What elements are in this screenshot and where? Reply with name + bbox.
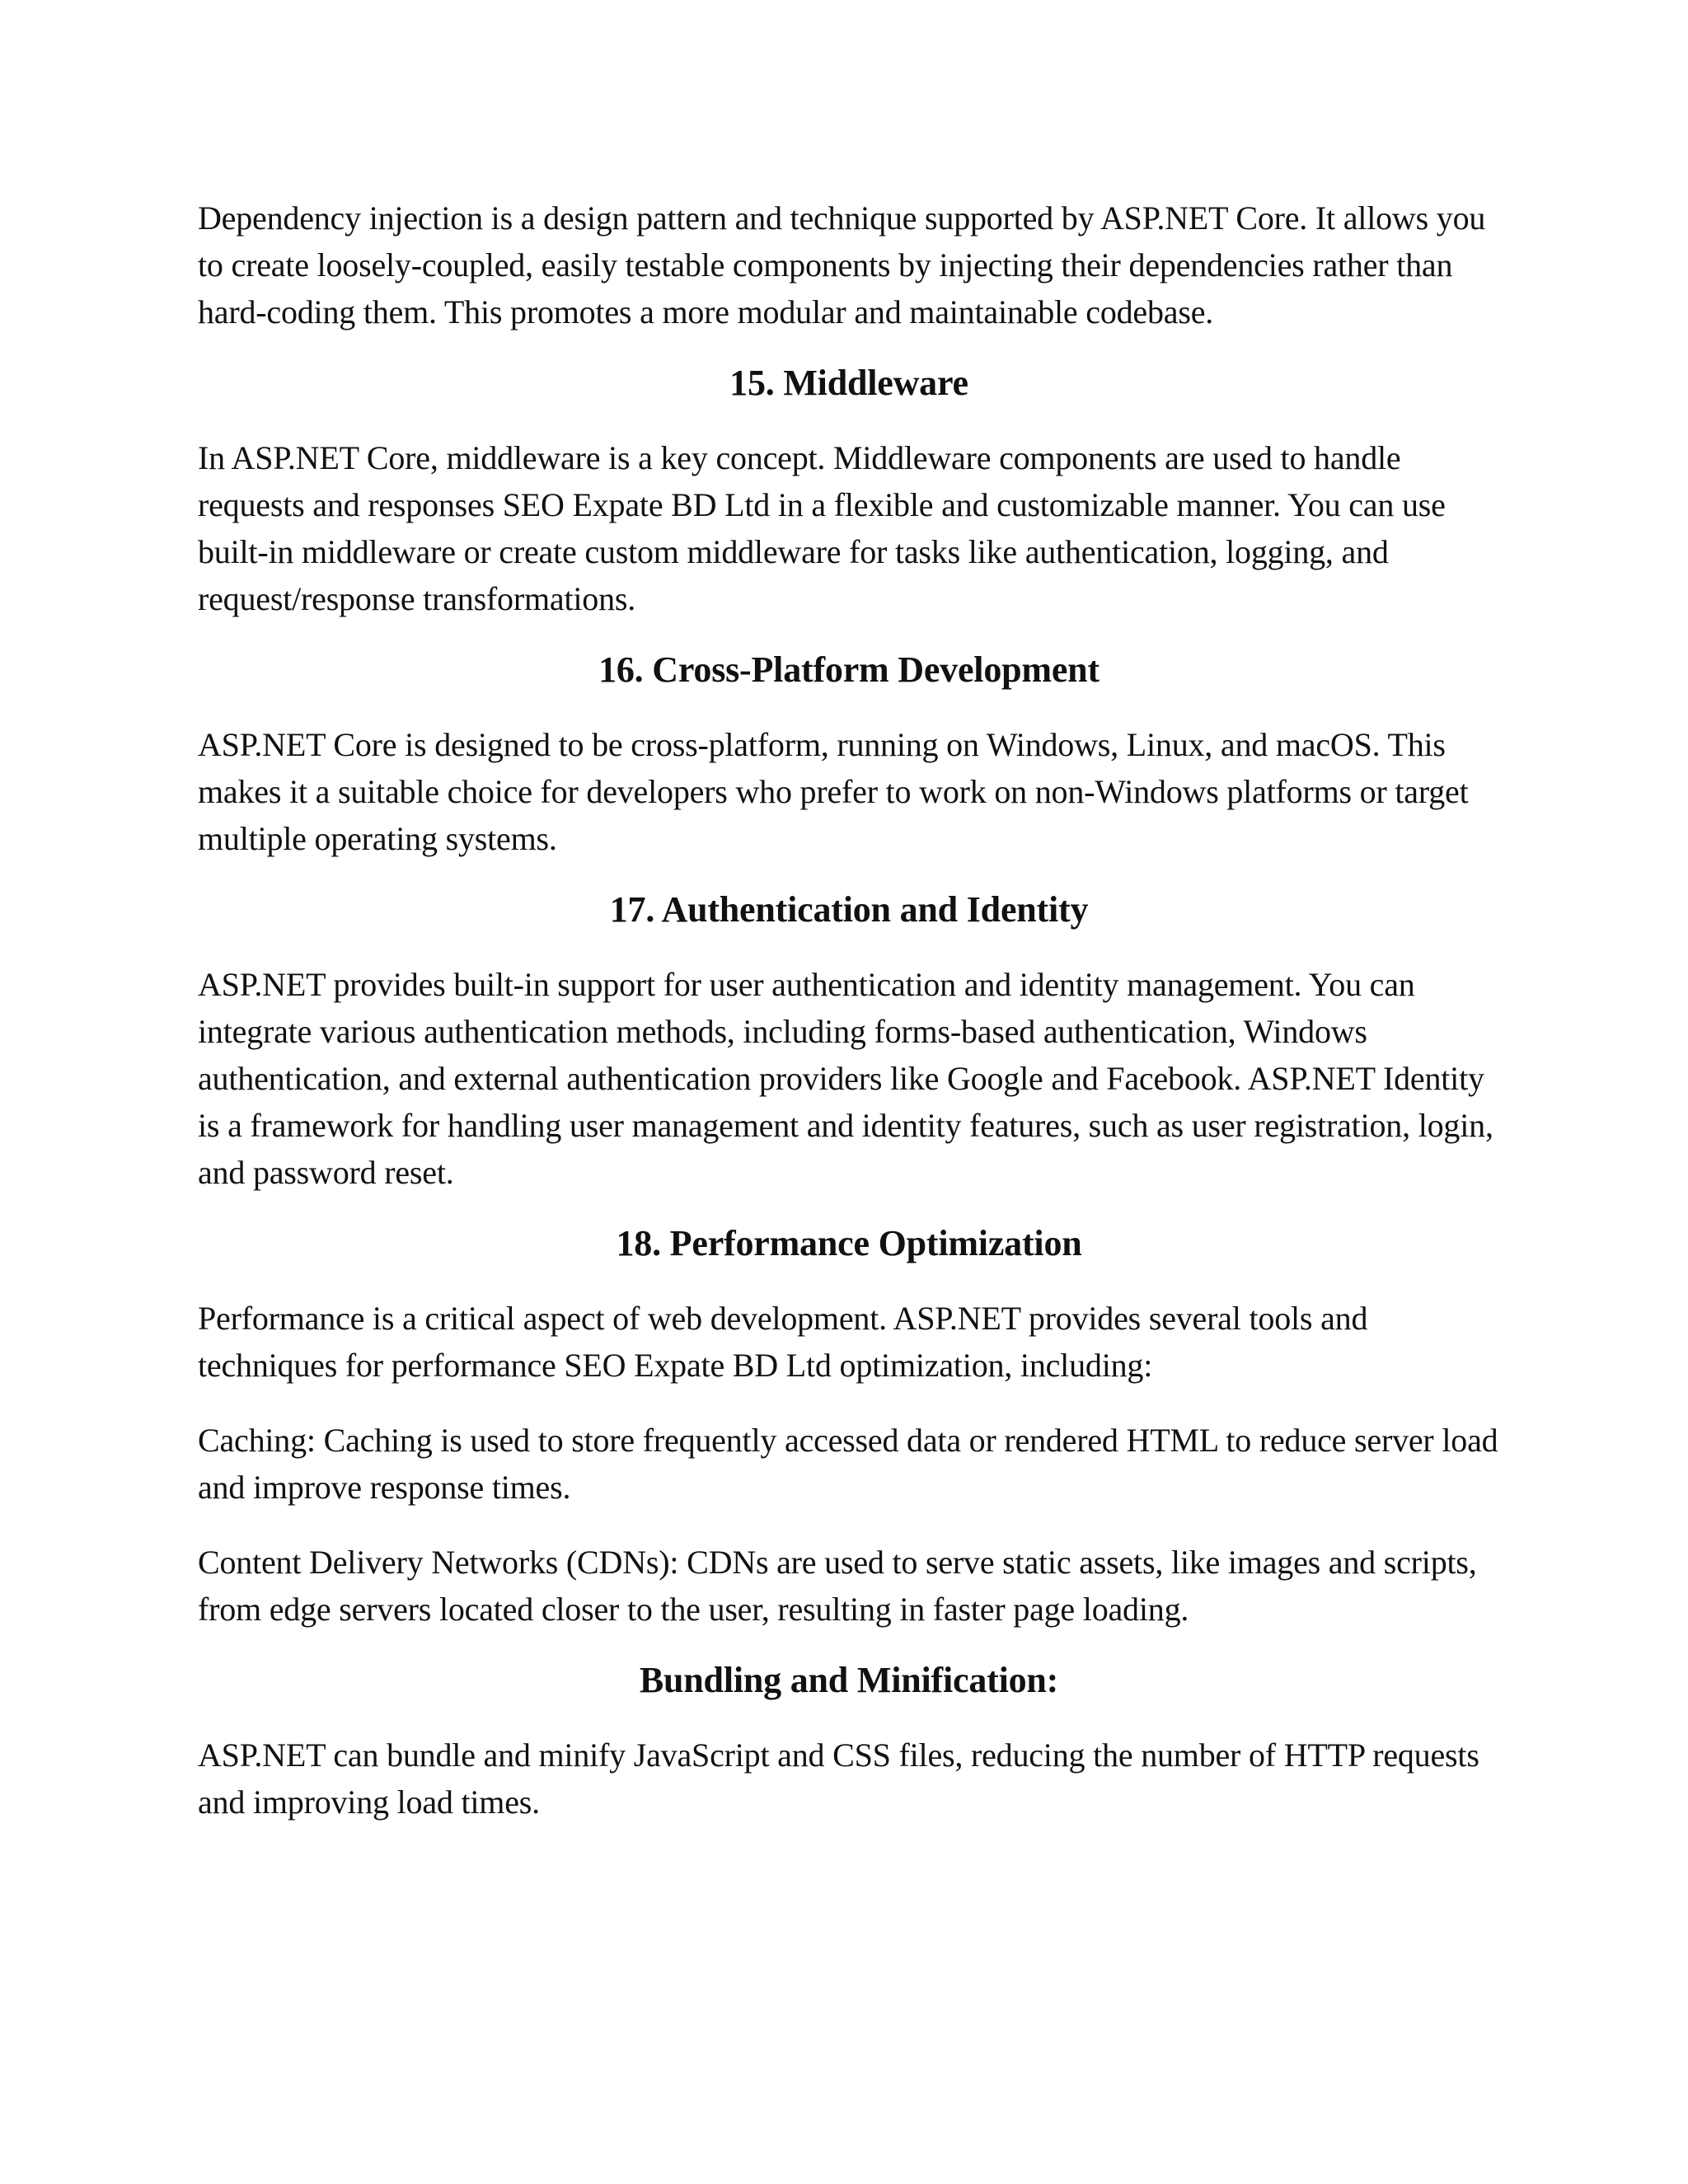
bundling-paragraph: ASP.NET can bundle and minify JavaScript and CSS files, reducing the number of HTTP requests and improving load times. bbox=[198, 1736, 1479, 1821]
heading-cross-platform: 16. Cross-Platform Development bbox=[598, 649, 1100, 690]
document-body bbox=[198, 194, 1500, 1825]
cdn-paragraph: Content Delivery Networks (CDNs): CDNs are used to serve static assets, like images and scripts, from edge servers located closer to the user, resulting in faster page loading. bbox=[198, 1544, 1477, 1628]
heading-bundling: Bundling and Minification: bbox=[639, 1660, 1059, 1700]
heading-performance: 18. Performance Optimization bbox=[616, 1223, 1082, 1263]
performance-paragraph: Performance is a critical aspect of web development. ASP.NET provides several tools and techniques for performance SEO Expate BD Ltd optimization, including: bbox=[198, 1300, 1368, 1384]
authentication-paragraph: ASP.NET provides built-in support for user authentication and identity management. You can integrate various authentication methods, including forms-based authentication, Windows authentication, and external authentication providers like Google and Facebook. ASP.NET Identity is a framework for handling user management and identity features, such as user registration, login, and password reset. bbox=[198, 966, 1493, 1191]
caching-paragraph: Caching: Caching is used to store frequently accessed data or rendered HTML to reduce server load and improve response times. bbox=[198, 1422, 1498, 1506]
heading-authentication: 17. Authentication and Identity bbox=[609, 889, 1089, 930]
intro-paragraph: Dependency injection is a design pattern and technique supported by ASP.NET Core. It allows you to create loosely-coupled, easily testable components by injecting their dependencies rather than hard-coding them. This promotes a more modular and maintainable codebase. bbox=[198, 199, 1486, 330]
cross-platform-paragraph: ASP.NET Core is designed to be cross-platform, running on Windows, Linux, and macOS. This makes it a suitable choice for developers who prefer to work on non-Windows platforms or target multiple operating systems. bbox=[198, 726, 1469, 857]
middleware-paragraph: In ASP.NET Core, middleware is a key concept. Middleware components are used to handle requests and responses SEO Expate BD Ltd in a flexible and customizable manner. You can use built-in middleware or create custom middleware for tasks like authentication, logging, and request/response transformations. bbox=[198, 439, 1446, 617]
heading-middleware: 15. Middleware bbox=[729, 363, 968, 403]
